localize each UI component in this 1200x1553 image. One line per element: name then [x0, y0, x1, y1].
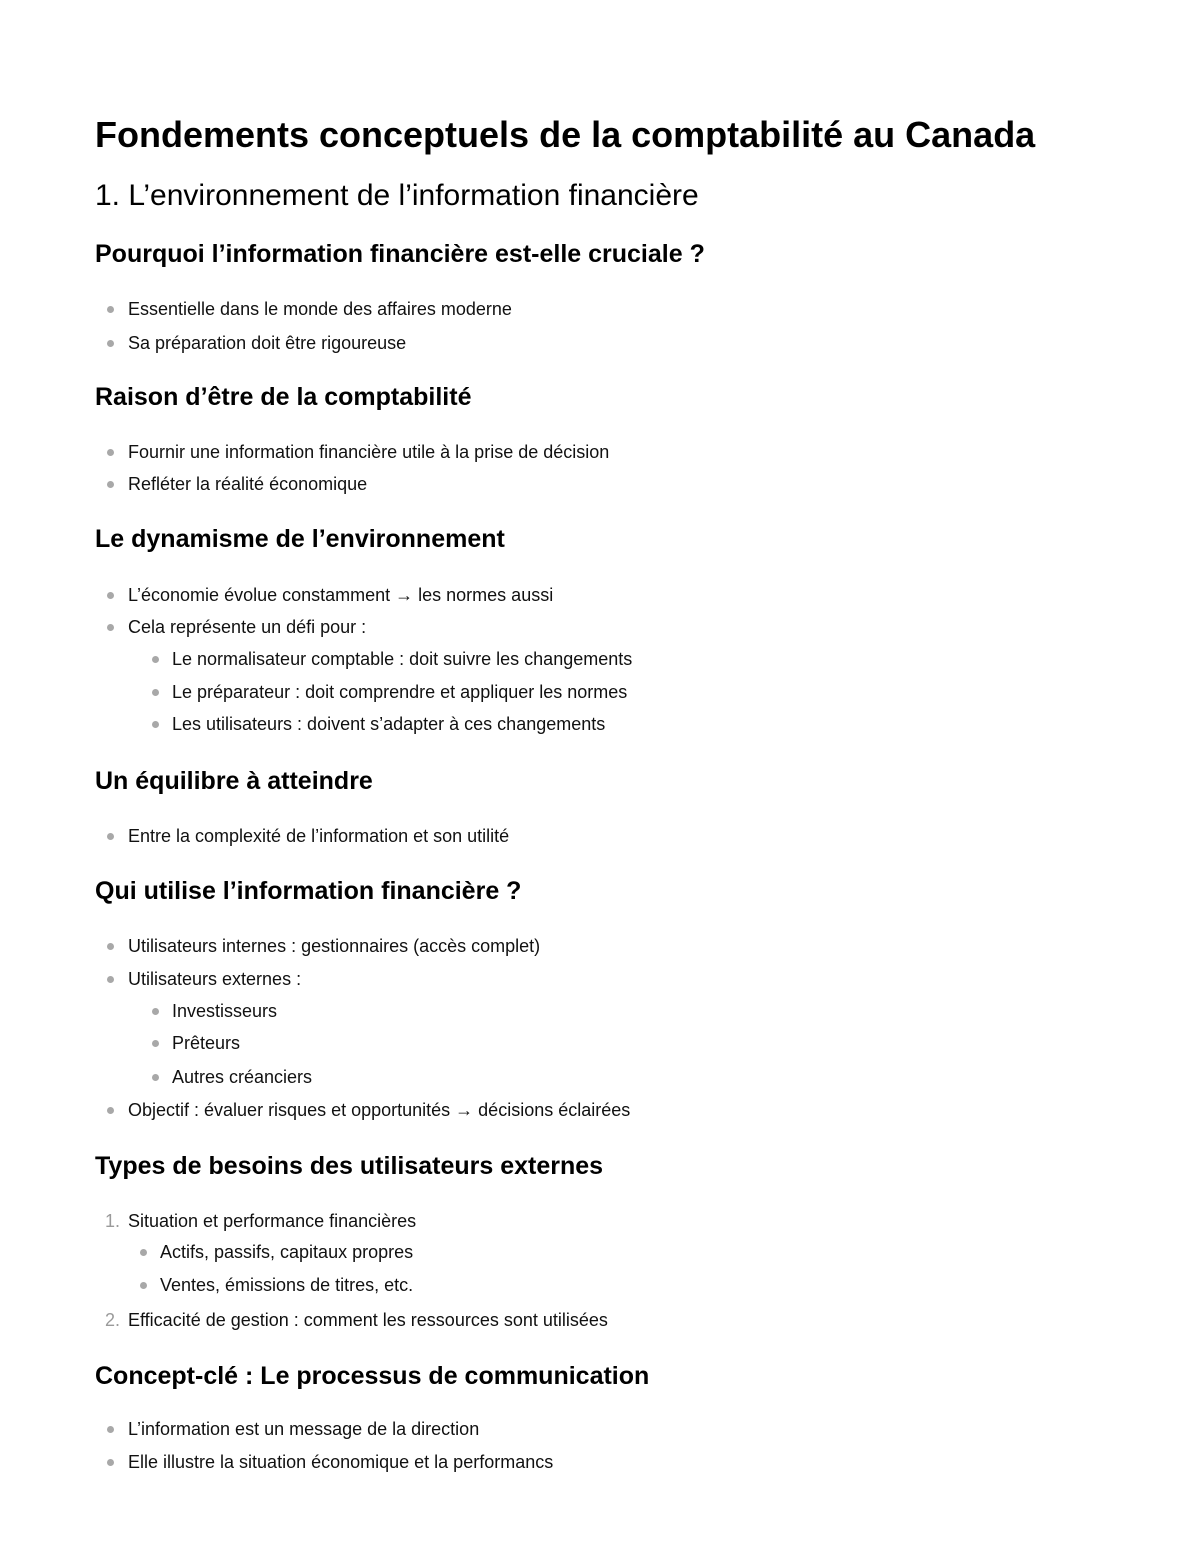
list-item: L’information est un message de la direction [128, 1419, 480, 1439]
sub-list-item: Le préparateur : doit comprendre et appliquer les normes [172, 682, 628, 702]
sub-bullet-icon [152, 1074, 159, 1081]
list-item: Utilisateurs externes : [128, 969, 302, 989]
subsection-heading-concept: Concept-clé : Le processus de communication [95, 1362, 650, 1390]
sub-list-item: Actifs, passifs, capitaux propres [160, 1242, 414, 1262]
bullet-icon [107, 592, 114, 599]
list-item: Essentielle dans le monde des affaires moderne [128, 299, 512, 319]
list-item: Fournir une information financière utile à la prise de décision [128, 442, 610, 462]
bullet-icon [107, 976, 114, 983]
sub-list-item: Prêteurs [172, 1033, 241, 1053]
sub-list-item: Investisseurs [172, 1001, 278, 1021]
list-item: Cela représente un défi pour : [128, 617, 367, 637]
sub-bullet-icon [140, 1282, 147, 1289]
list-item: Refléter la réalité économique [128, 474, 368, 494]
list-number: 1. [105, 1211, 121, 1231]
subsection-heading-equilibre: Un équilibre à atteindre [95, 767, 373, 795]
bullet-icon [107, 449, 114, 456]
list-item: Entre la complexité de l’information et son utilité [128, 826, 510, 846]
sub-list-item: Les utilisateurs : doivent s’adapter à ces changements [172, 714, 606, 734]
subsection-heading-types: Types de besoins des utilisateurs externes [95, 1152, 604, 1180]
list-item: Objectif : évaluer risques et opportunités → décisions éclairées [128, 1100, 631, 1120]
list-item: L’économie évolue constamment → les normes aussi [128, 585, 554, 605]
list-item: Sa préparation doit être rigoureuse [128, 333, 407, 353]
list-number: 2. [105, 1310, 121, 1330]
bullet-icon [107, 624, 114, 631]
sub-list-item: Autres créanciers [172, 1067, 313, 1087]
bullet-icon [107, 943, 114, 950]
sub-bullet-icon [152, 689, 159, 696]
bullet-icon [107, 340, 114, 347]
document-title: Fondements conceptuels de la comptabilité au Canada [95, 114, 1036, 155]
bullet-icon [107, 481, 114, 488]
list-item: Elle illustre la situation économique et la performancs [128, 1452, 554, 1472]
sub-list-item: Le normalisateur comptable : doit suivre les changements [172, 649, 633, 669]
sub-list-item: Ventes, émissions de titres, etc. [160, 1275, 414, 1295]
subsection-heading-qui: Qui utilise l’information financière ? [95, 877, 522, 905]
bullet-icon [107, 1107, 114, 1114]
numbered-list-item: Efficacité de gestion : comment les ressources sont utilisées [128, 1310, 608, 1330]
subsection-heading-dynamisme: Le dynamisme de l’environnement [95, 525, 505, 553]
sub-bullet-icon [152, 1040, 159, 1047]
bullet-icon [107, 1426, 114, 1433]
sub-bullet-icon [152, 1008, 159, 1015]
bullet-icon [107, 306, 114, 313]
sub-bullet-icon [152, 721, 159, 728]
sub-bullet-icon [152, 656, 159, 663]
bullet-icon [107, 1459, 114, 1466]
numbered-list-item: Situation et performance financières [128, 1211, 417, 1231]
subsection-heading-pourquoi: Pourquoi l’information financière est-elle cruciale ? [95, 240, 705, 268]
bullet-icon [107, 833, 114, 840]
list-item: Utilisateurs internes : gestionnaires (accès complet) [128, 936, 541, 956]
subsection-heading-raison: Raison d’être de la comptabilité [95, 383, 472, 411]
section-heading-1: 1. L’environnement de l’information financière [95, 179, 699, 212]
sub-bullet-icon [140, 1249, 147, 1256]
